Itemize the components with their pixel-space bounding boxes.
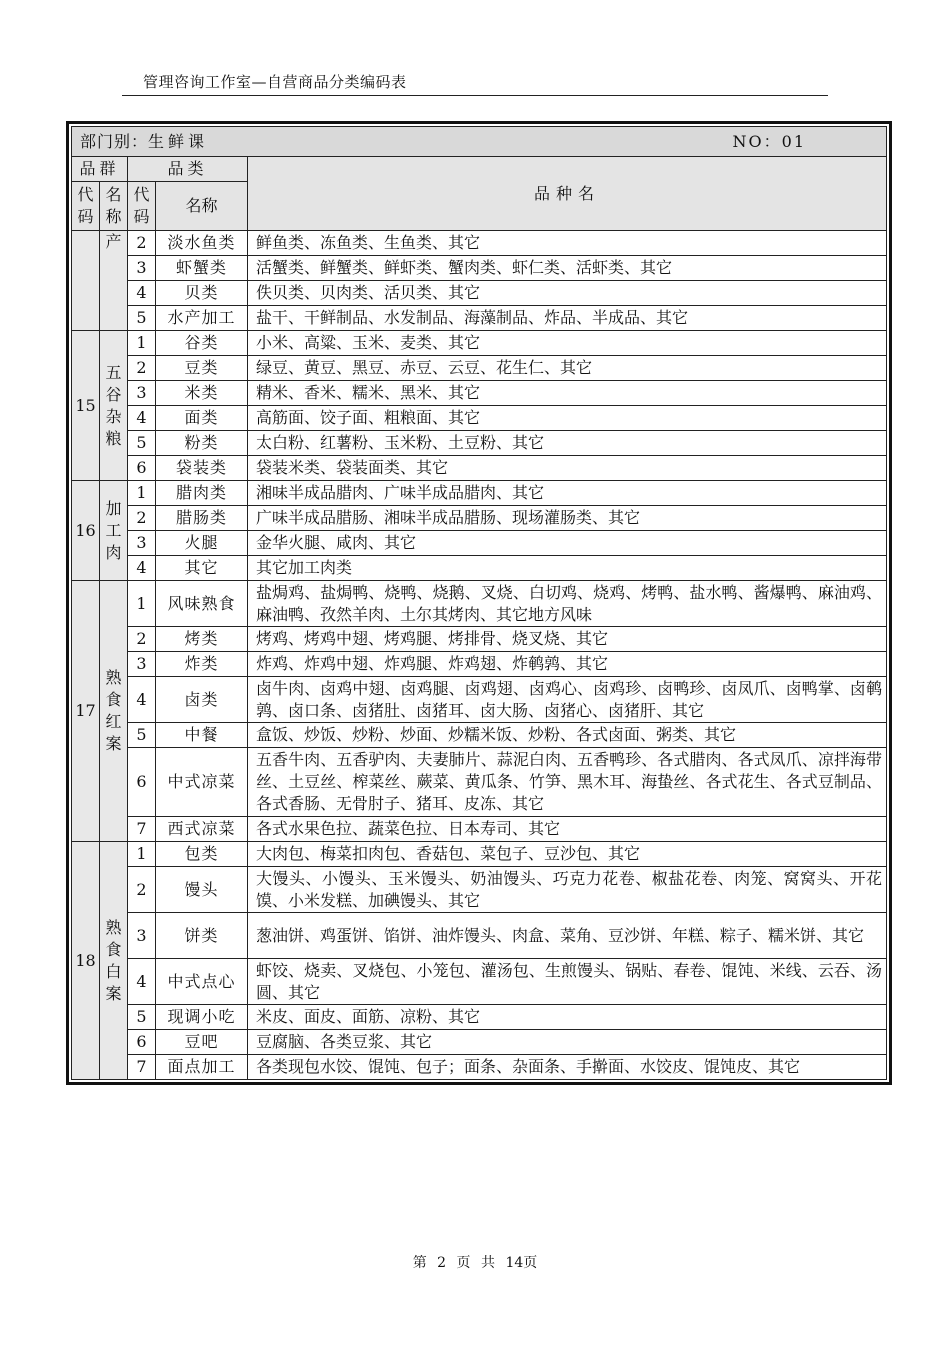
category-name: 袋装类 bbox=[156, 456, 248, 481]
category-row bbox=[72, 723, 887, 748]
col-category-header: 品类 bbox=[128, 157, 248, 182]
category-row bbox=[72, 867, 887, 913]
category-name: 豆类 bbox=[156, 356, 248, 381]
group-code: 17 bbox=[72, 581, 100, 842]
category-code: 3 bbox=[128, 531, 156, 556]
dept-label: 部门别： bbox=[80, 131, 149, 151]
category-name: 面类 bbox=[156, 406, 248, 431]
column-group-header-row bbox=[72, 157, 887, 182]
variety-list: 盒饭、炒饭、炒粉、炒面、炒糯米饭、炒粉、各式卤面、粥类、其它 bbox=[248, 723, 887, 748]
category-name: 饼类 bbox=[156, 913, 248, 959]
variety-list: 豆腐脑、各类豆浆、其它 bbox=[248, 1030, 887, 1055]
category-name: 贝类 bbox=[156, 281, 248, 306]
category-row bbox=[72, 581, 887, 627]
category-name: 腊肠类 bbox=[156, 506, 248, 531]
category-row bbox=[72, 1030, 887, 1055]
category-row bbox=[72, 356, 887, 381]
category-code: 7 bbox=[128, 1055, 156, 1080]
category-row bbox=[72, 481, 887, 506]
category-code: 1 bbox=[128, 842, 156, 867]
variety-list: 葱油饼、鸡蛋饼、馅饼、油炸馒头、肉盒、菜角、豆沙饼、年糕、粽子、糯米饼、其它 bbox=[248, 913, 887, 959]
category-code: 7 bbox=[128, 817, 156, 842]
category-row bbox=[72, 959, 887, 1005]
variety-list: 盐干、干鲜制品、水发制品、海藻制品、炸品、半成品、其它 bbox=[248, 306, 887, 331]
category-code: 3 bbox=[128, 256, 156, 281]
category-name: 淡水鱼类 bbox=[156, 231, 248, 256]
group-name: 熟 食 白 案 bbox=[100, 842, 128, 1080]
footer-page: 2 bbox=[437, 1255, 447, 1271]
category-name: 中式点心 bbox=[156, 959, 248, 1005]
category-code: 2 bbox=[128, 627, 156, 652]
category-row bbox=[72, 406, 887, 431]
group-code: 15 bbox=[72, 331, 100, 481]
category-code: 4 bbox=[128, 281, 156, 306]
category-row bbox=[72, 506, 887, 531]
variety-list: 大馒头、小馒头、玉米馒头、奶油馒头、巧克力花卷、椒盐花卷、肉笼、窝窝头、开花馍、小米发糕、加碘馒头、其它 bbox=[248, 867, 887, 913]
category-name: 现调小吃 bbox=[156, 1005, 248, 1030]
col-variety-header: 品种名 bbox=[248, 157, 887, 231]
category-code: 6 bbox=[128, 1030, 156, 1055]
category-name: 火腿 bbox=[156, 531, 248, 556]
category-name: 粉类 bbox=[156, 431, 248, 456]
category-row bbox=[72, 1005, 887, 1030]
category-code: 5 bbox=[128, 306, 156, 331]
group-name: 加 工 肉 bbox=[100, 481, 128, 581]
category-code: 5 bbox=[128, 431, 156, 456]
classification-table bbox=[71, 126, 887, 1080]
category-code: 6 bbox=[128, 748, 156, 817]
group-name: 五 谷 杂 粮 bbox=[100, 331, 128, 481]
category-code: 2 bbox=[128, 356, 156, 381]
category-row bbox=[72, 381, 887, 406]
variety-list: 绿豆、黄豆、黑豆、赤豆、云豆、花生仁、其它 bbox=[248, 356, 887, 381]
category-name: 米类 bbox=[156, 381, 248, 406]
category-name: 谷类 bbox=[156, 331, 248, 356]
category-row bbox=[72, 652, 887, 677]
category-row bbox=[72, 817, 887, 842]
category-row bbox=[72, 431, 887, 456]
variety-list: 五香牛肉、五香驴肉、夫妻肺片、蒜泥白肉、五香鸭珍、各式腊肉、各式凤爪、凉拌海带丝、土豆丝、榨菜丝、蕨菜、黄瓜条、竹笋、黑木耳、海蛰丝、各式花生、各式豆制品、各式香肠、无骨肘子、猪耳、皮冻、其它 bbox=[248, 748, 887, 817]
category-row bbox=[72, 306, 887, 331]
variety-list: 卤牛肉、卤鸡中翅、卤鸡腿、卤鸡翅、卤鸡心、卤鸡珍、卤鸭珍、卤凤爪、卤鸭掌、卤鹌鹑、卤口条、卤猪肚、卤猪耳、卤大肠、卤猪心、卤猪肝、其它 bbox=[248, 677, 887, 723]
category-code: 6 bbox=[128, 456, 156, 481]
category-name: 面点加工 bbox=[156, 1055, 248, 1080]
variety-list: 金华火腿、咸肉、其它 bbox=[248, 531, 887, 556]
no-value: 01 bbox=[781, 131, 806, 151]
category-name: 西式凉菜 bbox=[156, 817, 248, 842]
category-row bbox=[72, 748, 887, 817]
category-code: 1 bbox=[128, 331, 156, 356]
variety-list: 盐焗鸡、盐焗鸭、烧鸭、烧鹅、叉烧、白切鸡、烧鸡、烤鸭、盐水鸭、酱爆鸭、麻油鸡、麻油鸭、孜然羊肉、土尔其烤肉、其它地方风味 bbox=[248, 581, 887, 627]
category-name: 腊肉类 bbox=[156, 481, 248, 506]
variety-list: 小米、高粱、玉米、麦类、其它 bbox=[248, 331, 887, 356]
group-name: 产 bbox=[100, 231, 128, 331]
variety-list: 广味半成品腊肠、湘味半成品腊肠、现场灌肠类、其它 bbox=[248, 506, 887, 531]
col-category-code-header: 代 码 bbox=[128, 182, 156, 231]
category-code: 1 bbox=[128, 481, 156, 506]
category-name: 炸类 bbox=[156, 652, 248, 677]
category-name: 卤类 bbox=[156, 677, 248, 723]
category-code: 3 bbox=[128, 381, 156, 406]
category-code: 5 bbox=[128, 1005, 156, 1030]
category-row bbox=[72, 913, 887, 959]
variety-list: 太白粉、红薯粉、玉米粉、土豆粉、其它 bbox=[248, 431, 887, 456]
group-code: 16 bbox=[72, 481, 100, 581]
no-label: NO： bbox=[732, 131, 782, 151]
variety-list: 虾饺、烧卖、叉烧包、小笼包、灌汤包、生煎馒头、锅贴、春卷、馄饨、米线、云吞、汤圆、其它 bbox=[248, 959, 887, 1005]
category-code: 2 bbox=[128, 506, 156, 531]
category-code: 4 bbox=[128, 677, 156, 723]
variety-list: 大肉包、梅菜扣肉包、香菇包、菜包子、豆沙包、其它 bbox=[248, 842, 887, 867]
variety-list: 炸鸡、炸鸡中翅、炸鸡腿、炸鸡翅、炸鹌鹑、其它 bbox=[248, 652, 887, 677]
variety-list: 精米、香米、糯米、黑米、其它 bbox=[248, 381, 887, 406]
group-code bbox=[72, 231, 100, 331]
dept-value: 生鲜课 bbox=[148, 131, 209, 151]
category-name: 馒头 bbox=[156, 867, 248, 913]
col-group-name-header: 名 称 bbox=[100, 182, 128, 231]
variety-list: 其它加工肉类 bbox=[248, 556, 887, 581]
category-name: 虾蟹类 bbox=[156, 256, 248, 281]
category-name: 其它 bbox=[156, 556, 248, 581]
col-group-code-header: 代 码 bbox=[72, 182, 100, 231]
col-category-name-header: 名称 bbox=[156, 182, 248, 231]
number-field bbox=[733, 131, 886, 153]
variety-list: 湘味半成品腊肉、广味半成品腊肉、其它 bbox=[248, 481, 887, 506]
variety-list: 烤鸡、烤鸡中翅、烤鸡腿、烤排骨、烧叉烧、其它 bbox=[248, 627, 887, 652]
footer-prefix: 第 bbox=[412, 1255, 427, 1271]
category-row bbox=[72, 331, 887, 356]
classification-table-frame bbox=[66, 121, 892, 1085]
category-row bbox=[72, 556, 887, 581]
category-row bbox=[72, 281, 887, 306]
category-name: 中式凉菜 bbox=[156, 748, 248, 817]
col-group-header: 品群 bbox=[72, 157, 128, 182]
header-rule bbox=[122, 95, 828, 96]
page-footer bbox=[0, 1252, 950, 1272]
category-code: 4 bbox=[128, 406, 156, 431]
category-name: 中餐 bbox=[156, 723, 248, 748]
variety-list: 活蟹类、鲜蟹类、鲜虾类、蟹肉类、虾仁类、活虾类、其它 bbox=[248, 256, 887, 281]
variety-list: 各类现包水饺、馄饨、包子；面条、杂面条、手擀面、水饺皮、馄饨皮、其它 bbox=[248, 1055, 887, 1080]
variety-list: 各式水果色拉、蔬菜色拉、日本寿司、其它 bbox=[248, 817, 887, 842]
category-code: 2 bbox=[128, 867, 156, 913]
variety-list: 高筋面、饺子面、粗粮面、其它 bbox=[248, 406, 887, 431]
category-code: 3 bbox=[128, 913, 156, 959]
category-row bbox=[72, 677, 887, 723]
department-row bbox=[72, 127, 887, 157]
group-code: 18 bbox=[72, 842, 100, 1080]
category-row bbox=[72, 456, 887, 481]
variety-list: 佚贝类、贝肉类、活贝类、其它 bbox=[248, 281, 887, 306]
category-code: 2 bbox=[128, 231, 156, 256]
variety-list: 米皮、面皮、面筋、凉粉、其它 bbox=[248, 1005, 887, 1030]
category-name: 包类 bbox=[156, 842, 248, 867]
category-row bbox=[72, 531, 887, 556]
variety-list: 袋装米类、袋装面类、其它 bbox=[248, 456, 887, 481]
footer-total: 14页 bbox=[505, 1255, 538, 1271]
category-code: 5 bbox=[128, 723, 156, 748]
category-code: 4 bbox=[128, 959, 156, 1005]
variety-list: 鲜鱼类、冻鱼类、生鱼类、其它 bbox=[248, 231, 887, 256]
category-name: 风味熟食 bbox=[156, 581, 248, 627]
category-row bbox=[72, 627, 887, 652]
category-name: 豆吧 bbox=[156, 1030, 248, 1055]
category-row bbox=[72, 1055, 887, 1080]
category-code: 3 bbox=[128, 652, 156, 677]
category-row bbox=[72, 256, 887, 281]
category-row bbox=[72, 842, 887, 867]
category-code: 1 bbox=[128, 581, 156, 627]
category-row bbox=[72, 231, 887, 256]
document-header: 管理咨询工作室—自营商品分类编码表 bbox=[143, 73, 407, 91]
category-name: 水产加工 bbox=[156, 306, 248, 331]
group-name: 熟 食 红 案 bbox=[100, 581, 128, 842]
category-code: 4 bbox=[128, 556, 156, 581]
footer-mid: 页 共 bbox=[456, 1255, 495, 1271]
category-name: 烤类 bbox=[156, 627, 248, 652]
